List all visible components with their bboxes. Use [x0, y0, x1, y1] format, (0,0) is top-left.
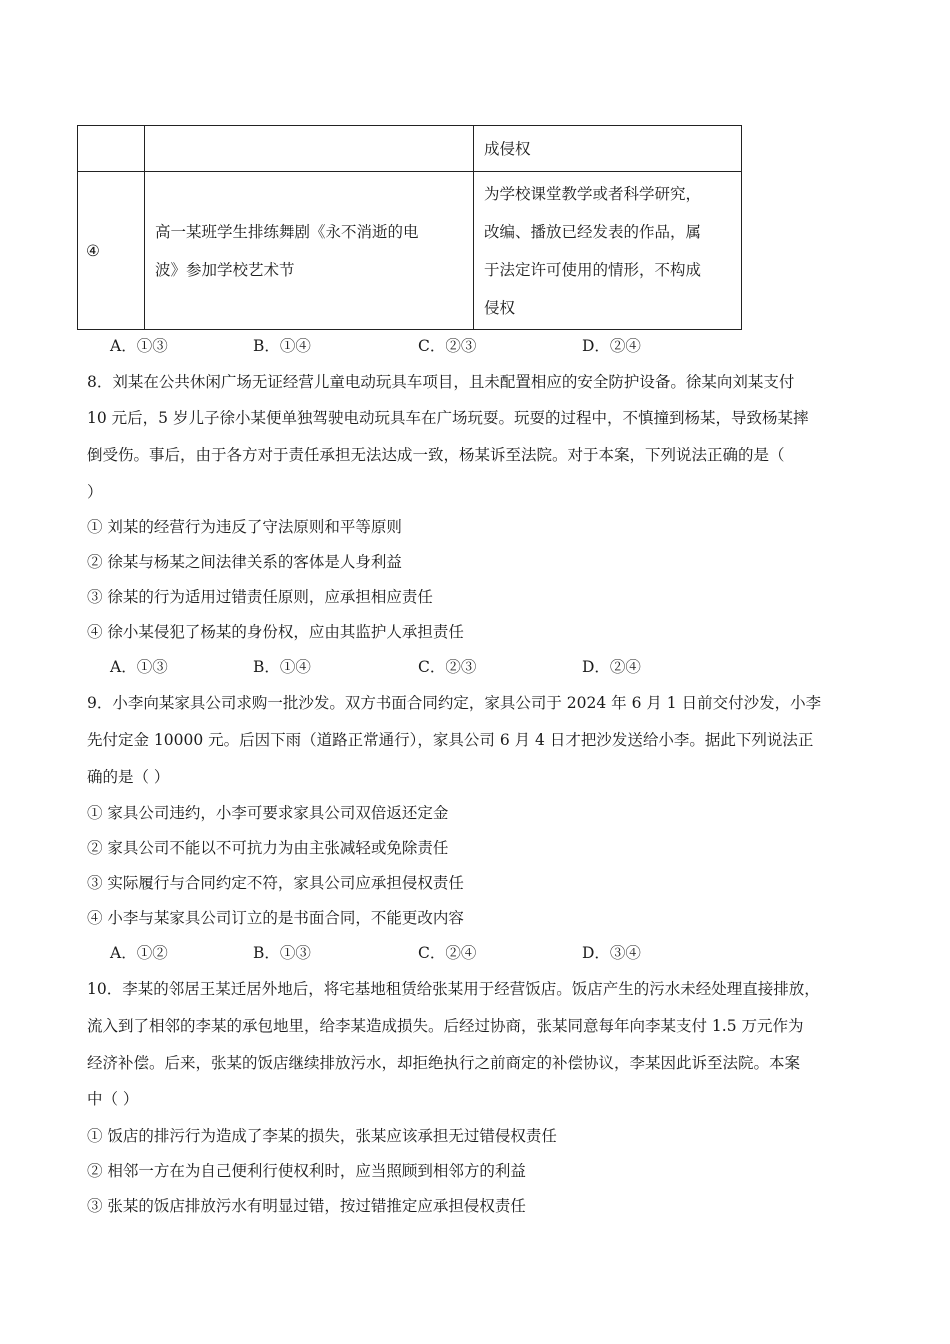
- table-cell-case: [145, 126, 474, 172]
- q10-statement: ③ 张某的饭店排放污水有明显过错，按过错推定应承担侵权责任: [87, 1197, 526, 1215]
- q9-statement: ① 家具公司违约，小李可要求家具公司双倍返还定金: [87, 804, 449, 822]
- q10-statement: ② 相邻一方在为自己便利行使权利时，应当照顾到相邻方的利益: [87, 1162, 526, 1180]
- cell-line: 为学校课堂教学或者科学研究，: [484, 184, 702, 203]
- table-row: [78, 172, 742, 330]
- q8-stem-line: 8．刘某在公共休闲广场无证经营儿童电动玩具车项目，且未配置相应的安全防护设备。徐某向刘某支付: [87, 373, 795, 391]
- option-c: C．②③: [418, 337, 477, 355]
- q9-stem-line: 确的是（ ）: [87, 768, 170, 786]
- q9-stem-line: 先付定金 10000 元。后因下雨（道路正常通行），家具公司 6 月 4 日才把沙发送给小李。据此下列说法正: [87, 731, 814, 749]
- answer-table: [77, 125, 742, 330]
- q9-stem-line: 9．小李向某家具公司求购一批沙发。双方书面合同约定，家具公司于 2024 年 6 月 1 日前交付沙发，小李: [87, 694, 822, 712]
- q8-stem-line: ）: [87, 483, 103, 501]
- q8-options: [110, 656, 810, 678]
- table-cell-judgement: 成侵权: [474, 126, 742, 172]
- q10-stem-line: 中（ ）: [87, 1090, 139, 1108]
- q9-options: [110, 942, 810, 964]
- option-c: C．②③: [418, 658, 477, 676]
- option-d: D．②④: [582, 658, 641, 676]
- q7-options: [110, 335, 810, 357]
- q8-statement: ④ 徐小某侵犯了杨某的身份权，应由其监护人承担责任: [87, 623, 464, 641]
- q8-statement: ② 徐某与杨某之间法律关系的客体是人身利益: [87, 553, 402, 571]
- option-b: B．①③: [253, 944, 311, 962]
- q10-statement: ① 饭店的排污行为造成了李某的损失，张某应该承担无过错侵权责任: [87, 1127, 557, 1145]
- option-d: D．②④: [582, 337, 641, 355]
- option-a: A．①③: [110, 658, 168, 676]
- option-a: A．①②: [110, 944, 168, 962]
- table-cell-case: [145, 172, 474, 330]
- cell-line: 波》参加学校艺术节: [155, 260, 295, 279]
- table-cell-number: ④: [78, 172, 145, 330]
- option-b: B．①④: [253, 658, 311, 676]
- q9-statement: ② 家具公司不能以不可抗力为由主张减轻或免除责任: [87, 839, 449, 857]
- table-cell-number: [78, 126, 145, 172]
- q8-statement: ③ 徐某的行为适用过错责任原则，应承担相应责任: [87, 588, 433, 606]
- q10-stem-line: 经济补偿。后来，张某的饭店继续排放污水，却拒绝执行之前商定的补偿协议，李某因此诉至法院。本案: [87, 1054, 801, 1072]
- cell-line: 于法定许可使用的情形，不构成: [484, 260, 702, 279]
- cell-line: 侵权: [484, 298, 516, 317]
- q9-statement: ③ 实际履行与合同约定不符，家具公司应承担侵权责任: [87, 874, 464, 892]
- option-d: D．③④: [582, 944, 641, 962]
- option-c: C．②④: [418, 944, 477, 962]
- q8-statement: ① 刘某的经营行为违反了守法原则和平等原则: [87, 518, 402, 536]
- cell-line: 改编、播放已经发表的作品，属: [484, 222, 702, 241]
- q8-stem-line: 10 元后，5 岁儿子徐小某便单独驾驶电动玩具车在广场玩耍。玩耍的过程中，不慎撞到杨某，导致杨某摔: [87, 409, 809, 427]
- table-row: [78, 126, 742, 172]
- q10-stem-line: 10．李某的邻居王某迁居外地后，将宅基地租赁给张某用于经营饭店。饭店产生的污水未经处理直接排放，: [87, 980, 820, 998]
- q9-statement: ④ 小李与某家具公司订立的是书面合同，不能更改内容: [87, 909, 464, 927]
- q10-stem-line: 流入到了相邻的李某的承包地里，给李某造成损失。后经过协商，张某同意每年向李某支付 1.5 万元作为: [87, 1017, 804, 1035]
- q8-stem-line: 倒受伤。事后，由于各方对于责任承担无法达成一致，杨某诉至法院。对于本案，下列说法正确的是（: [87, 446, 785, 464]
- table-cell-judgement: [474, 172, 742, 330]
- option-a: A．①③: [110, 337, 168, 355]
- option-b: B．①④: [253, 337, 311, 355]
- cell-line: 高一某班学生排练舞剧《永不消逝的电: [155, 222, 419, 241]
